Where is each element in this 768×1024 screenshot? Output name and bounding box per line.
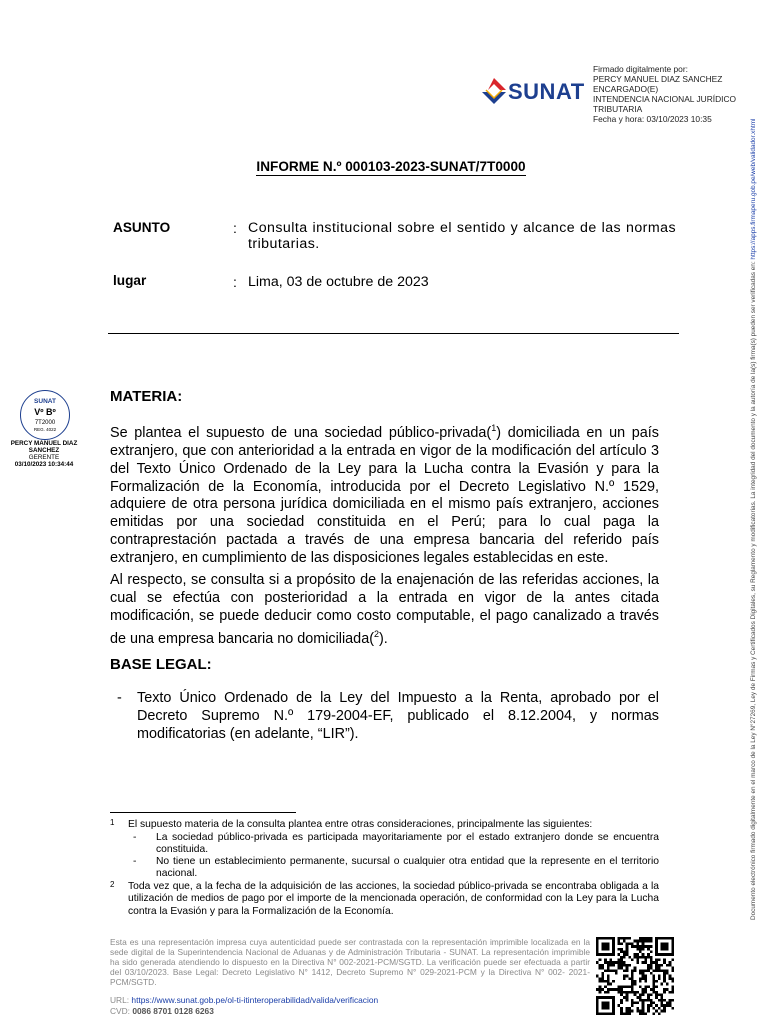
materia-p2-text-b: ). <box>379 630 388 647</box>
footnote-1-item-a: La sociedad público-privada es participada mayoritariamente por el estado extranjero donde se encuentra constituida. <box>156 832 659 856</box>
lugar-text: Lima, 03 de octubre de 2023 <box>248 274 429 290</box>
lugar-label: lugar <box>113 273 147 288</box>
stamp-role: GERENTE <box>28 454 60 461</box>
stamp-signer <box>0 440 88 468</box>
cvd-line <box>110 1006 214 1016</box>
signature-line: TRIBUTARIA <box>593 104 643 114</box>
document-title <box>0 158 768 176</box>
validation-link[interactable]: https://apps.firmaperu.gob.pe/web/validador.xhtml <box>750 118 757 260</box>
digital-signature-block <box>593 64 763 124</box>
stamp-code: 7T2000 <box>34 420 56 426</box>
footnote-ref-2[interactable]: 2 <box>374 628 380 639</box>
materia-paragraph-1 <box>110 420 659 568</box>
footnote-ref-1[interactable]: 1 <box>491 423 497 433</box>
stamp-datetime: 03/10/2023 10:34:44 <box>14 461 74 468</box>
asunto-label: ASUNTO <box>113 220 171 235</box>
footnote-2-text: Toda vez que, a la fecha de la adquisición de las acciones, la sociedad público-privada se encontraba obligada a la utilización de medios de pago por el importe de la mencionada operación, de conformidad con la Ley para la Lucha contra la Evasión y para la Formalización de la Economía. <box>128 881 659 917</box>
footnote-dash: - <box>133 832 137 843</box>
signature-line: Firmado digitalmente por: <box>593 64 688 74</box>
logo-wordmark: SUNAT <box>508 79 585 104</box>
footnote-number-1: 1 <box>110 818 115 827</box>
cvd-label: CVD: <box>110 1006 133 1016</box>
sunat-logo <box>480 76 590 110</box>
materia-p2-text-a: Al respecto, se consulta si a propósito de la enajenación de las referidas acciones, la cual se efectúa con posterioridad a la entrada en vigor de la antes citada modificación, se puede deducir como costo computable, el pago canalizado a través de una empresa bancaria no domiciliada( <box>110 572 659 647</box>
stamp-name-1: PERCY MANUEL DIAZ <box>10 440 78 447</box>
footnote-1-text: El supuesto materia de la consulta plantea entre otras consideraciones, principalmente las siguientes: <box>128 819 593 830</box>
asunto-text: Consulta institucional sobre el sentido y alcance de las normas tributarias. <box>248 220 676 252</box>
footnote-number-2: 2 <box>110 880 115 889</box>
sunat-logo-icon <box>480 76 508 110</box>
cvd-code: 0086 8701 0128 6263 <box>132 1006 214 1016</box>
stamp-brand: SUNAT <box>34 398 56 405</box>
list-bullet: - <box>117 690 122 706</box>
approval-stamp <box>20 390 70 440</box>
stamp-reg: REG. 4022 <box>33 427 57 432</box>
signature-line: Fecha y hora: 03/10/2023 10:35 <box>593 114 712 124</box>
verification-link[interactable]: https://www.sunat.gob.pe/ol-ti-itinteroperabilidad/valida/verificacion <box>131 995 379 1005</box>
verification-url-line <box>110 995 378 1005</box>
footnote-1-item-b: No tiene un establecimiento permanente, sucursal o cualquier otra entidad que la represente en el territorio nacional. <box>156 856 659 880</box>
verification-note: Esta es una representación impresa cuya autenticidad puede ser contrastada con la representación imprimible localizada en la sede digital de la Superintendencia Nacional de Aduanas y de Administración Tributaria - SUNAT. La representación imprimible ha sido generada atendiendo lo dispuesto en la Directiva N° 002-2021-PCM/SGTD. La verificación puede ser efectuada a partir del 03/10/2023. Base Legal: Decreto Legislativo N° 1412, Decreto Supremo N° 029-2021-PCM y la Directiva N° 002- 2021-PCM/SGTD. <box>110 937 590 988</box>
stamp-name-2: SANCHEZ <box>28 447 60 454</box>
footnote-divider <box>110 812 296 813</box>
footnote-dash: - <box>133 856 137 867</box>
report-number: INFORME N.º 000103-2023-SUNAT/7T0000 <box>256 159 526 174</box>
signature-line: PERCY MANUEL DIAZ SANCHEZ <box>593 74 723 84</box>
signature-line: ENCARGADO(E) <box>593 84 659 94</box>
asunto-colon: : <box>233 220 237 236</box>
materia-p1-text-b: ) domiciliada en un país extranjero, que con anterioridad a la entrada en vigor de la modificación del artículo 3 del Texto Único Ordenado de la Ley para la Lucha contra la Evasión y para la Formalización de la Economía, introducida por el Decreto Legislativo N.º 1529, adquiere de otra persona jurídica domiciliada en el mismo país extranjero, acciones emitidas por una sociedad constituida en el Perú; para lo cual paga la contraprestación pactada a través de una empresa bancaria del referido país extranjero, en cumplimiento de las disposiciones legales establecidas en este. <box>110 424 659 567</box>
materia-p1-text-a: Se plantea el supuesto de una sociedad público-privada( <box>110 424 492 441</box>
base-legal-heading: BASE LEGAL: <box>110 656 212 673</box>
qr-code <box>596 937 674 1015</box>
vertical-validation-note <box>748 118 760 920</box>
validation-text: Documento electrónico firmado digitalmente en el marco de la Ley N°27269, Ley de Firmas y Certificados Digitales, su Reglamento y modificatorias. La integridad del documento y la autoría de la(s) firma(s) pueden ser verificadas en: <box>750 259 757 920</box>
stamp-vb: Vº Bº <box>34 407 56 417</box>
base-legal-item: Texto Único Ordenado de la Ley del Impuesto a la Renta, aprobado por el Decreto Supremo N.º 179-2004-EF, publicado el 8.12.2004, y normas modificatorias (en adelante, “LIR”). <box>137 690 659 742</box>
lugar-colon: : <box>233 274 237 290</box>
signature-line: INTENDENCIA NACIONAL JURÍDICO <box>593 94 737 104</box>
header-divider <box>108 333 679 334</box>
url-label: URL: <box>110 995 132 1005</box>
materia-heading: MATERIA: <box>110 388 183 405</box>
materia-paragraph-2 <box>110 572 659 648</box>
